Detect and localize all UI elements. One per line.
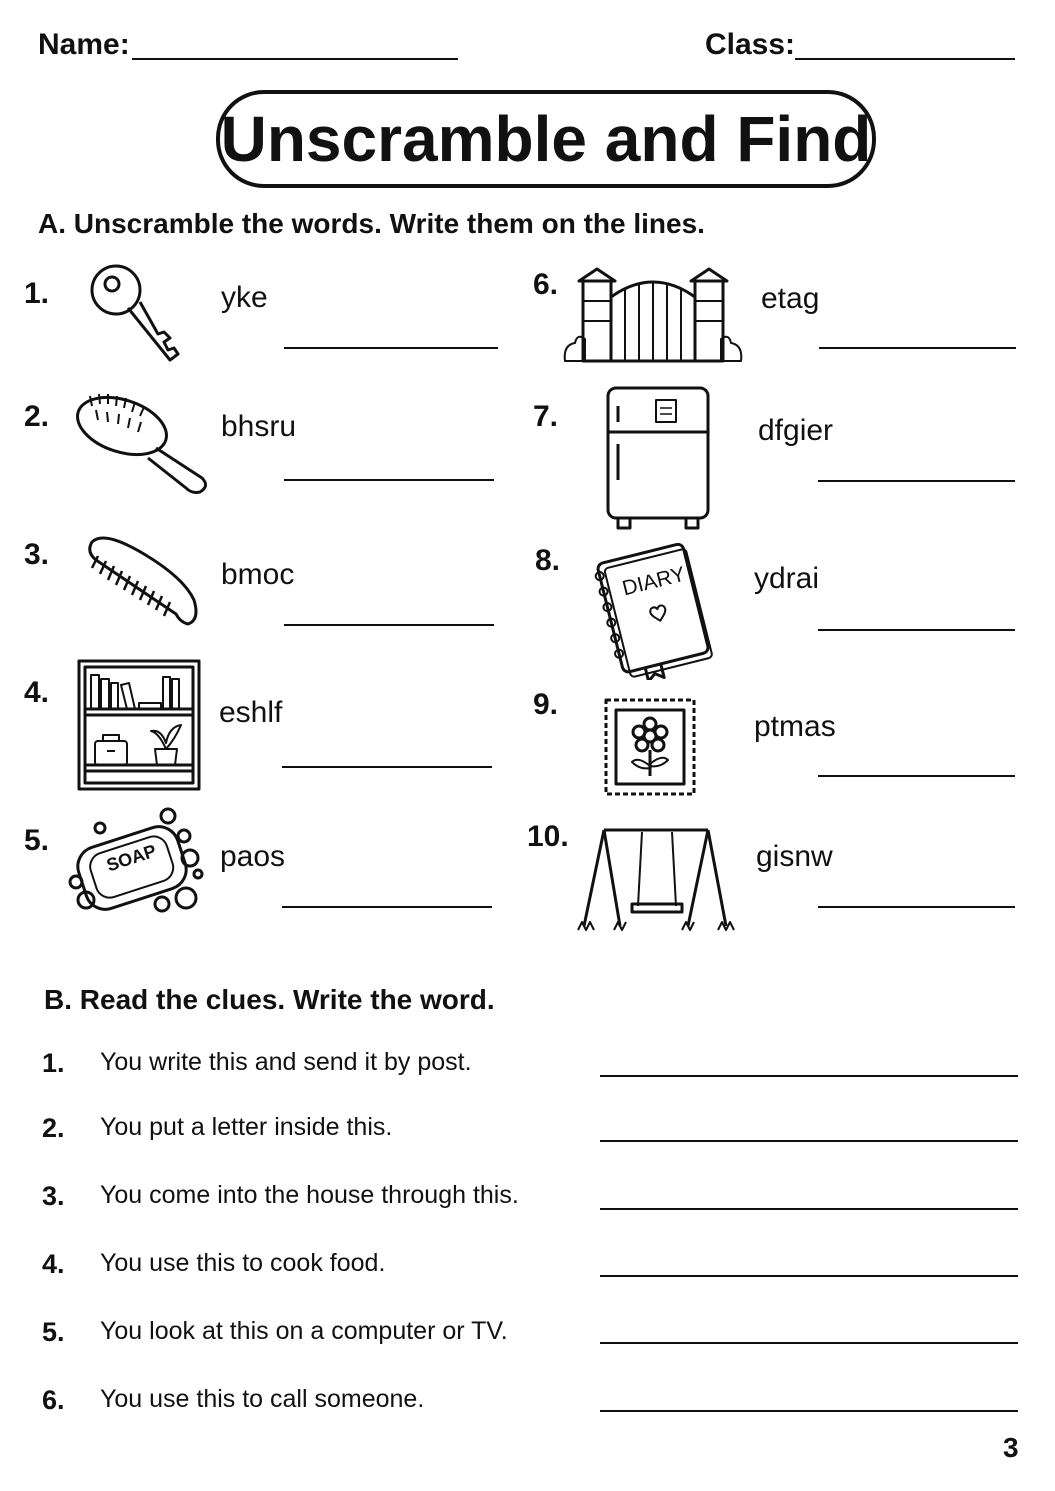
clue-text: You use this to cook food. xyxy=(100,1249,386,1277)
scrambled-word: bhsru xyxy=(221,410,297,443)
clue-number: 1. xyxy=(42,1048,65,1078)
clue-text: You use this to call someone. xyxy=(100,1385,425,1413)
scrambled-word: paos xyxy=(220,840,286,873)
item-number: 2. xyxy=(24,400,50,433)
answer-line[interactable] xyxy=(600,1208,1018,1210)
item-number: 6. xyxy=(533,268,559,301)
diary-icon xyxy=(592,542,716,680)
answer-line[interactable] xyxy=(818,629,1015,631)
clue-text: You put a letter inside this. xyxy=(100,1113,393,1141)
scrambled-word: etag xyxy=(761,282,820,315)
answer-line[interactable] xyxy=(600,1410,1018,1412)
item-number: 3. xyxy=(24,538,50,571)
shelf-icon xyxy=(77,659,201,791)
item-number: 10. xyxy=(527,820,569,853)
soap-icon xyxy=(66,806,206,916)
section-a-heading: A. Unscramble the words. Write them on the lines. xyxy=(38,208,705,239)
soap-label: SOAP xyxy=(104,840,159,876)
answer-line[interactable] xyxy=(284,479,494,481)
clue-number: 5. xyxy=(42,1317,65,1347)
hairbrush-icon xyxy=(74,392,214,498)
answer-line[interactable] xyxy=(282,906,492,908)
answer-line[interactable] xyxy=(818,480,1015,482)
swing-icon xyxy=(576,822,736,934)
name-label: Name: xyxy=(38,28,130,61)
item-number: 1. xyxy=(24,277,50,310)
answer-line[interactable] xyxy=(819,347,1016,349)
item-number: 7. xyxy=(533,400,559,433)
section-b-heading: B. Read the clues. Write the word. xyxy=(44,984,495,1015)
clue-text: You write this and send it by post. xyxy=(100,1048,472,1076)
item-number: 4. xyxy=(24,676,50,709)
item-number: 8. xyxy=(535,544,561,577)
answer-line[interactable] xyxy=(284,347,498,349)
answer-line[interactable] xyxy=(600,1075,1018,1077)
scrambled-word: dfgier xyxy=(758,414,834,447)
clue-number: 2. xyxy=(42,1113,65,1143)
scrambled-word: gisnw xyxy=(756,840,833,873)
clue-number: 6. xyxy=(42,1385,65,1415)
answer-line[interactable] xyxy=(600,1342,1018,1344)
answer-line[interactable] xyxy=(282,766,492,768)
class-line[interactable] xyxy=(795,58,1015,60)
clue-text: You come into the house through this. xyxy=(100,1181,519,1209)
answer-line[interactable] xyxy=(600,1275,1018,1277)
key-icon xyxy=(88,262,184,372)
answer-line[interactable] xyxy=(600,1140,1018,1142)
fridge-icon xyxy=(604,384,712,530)
answer-line[interactable] xyxy=(818,906,1015,908)
clue-number: 3. xyxy=(42,1181,65,1211)
gate-icon xyxy=(563,267,743,367)
title-banner xyxy=(216,90,876,188)
scrambled-word: ydrai xyxy=(754,562,820,595)
scrambled-word: ptmas xyxy=(754,710,836,743)
page-title: Unscramble and Find xyxy=(220,103,872,175)
stamp-icon xyxy=(600,694,700,800)
diary-label: DIARY xyxy=(620,562,688,601)
answer-line[interactable] xyxy=(818,775,1015,777)
answer-line[interactable] xyxy=(284,624,494,626)
name-line[interactable] xyxy=(132,58,458,60)
class-label: Class: xyxy=(705,28,796,61)
scrambled-word: eshlf xyxy=(219,696,283,729)
clue-number: 4. xyxy=(42,1249,65,1279)
clue-text: You look at this on a computer or TV. xyxy=(100,1317,508,1345)
scrambled-word: bmoc xyxy=(221,558,295,591)
page-number: 3 xyxy=(1003,1432,1019,1463)
item-number: 5. xyxy=(24,824,50,857)
item-number: 9. xyxy=(533,688,559,721)
comb-icon xyxy=(84,530,202,630)
scrambled-word: yke xyxy=(221,281,268,314)
